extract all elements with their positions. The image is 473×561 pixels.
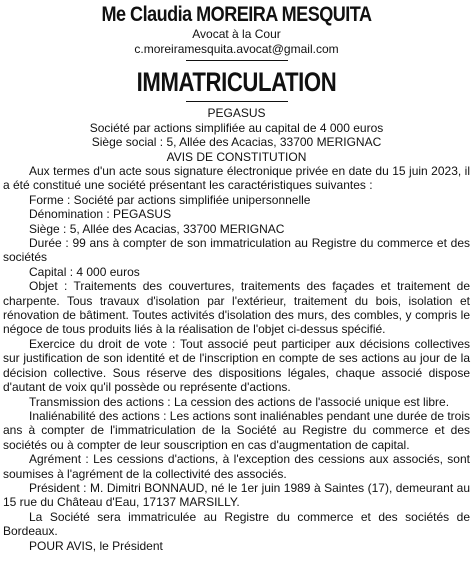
paragraph-purpose: Objet : Traitements des couvertures, traitements des façades et traitement de charpente. Tous travaux d'isolation par l'extérieur, traitement du bois, isolation et rénovation de bâtiment. Toutes activités d'isolation des murs, des combles, y compris le négoce de tous produits liés à la réalisation de l'objet ci-dessus spécifié.	[3, 279, 470, 337]
title-divider	[186, 101, 288, 102]
notice-body	[3, 164, 470, 553]
paragraph-registration: La Société sera immatriculée au Registre du commerce et des sociétés de Bordeaux.	[3, 509, 470, 539]
paragraph-form: Forme : Société par actions simplifiée unipersonnelle	[29, 192, 311, 207]
company-type: Société par actions simplifiée au capital de 4 000 euros	[89, 120, 384, 135]
paragraph-signature: POUR AVIS, le Président	[29, 538, 163, 553]
company-name: PEGASUS	[207, 106, 266, 120]
paragraph-intro: Aux termes d'un acte sous signature électronique privée en date du 15 juin 2023, il a été constitué une société présentant les caractéristiques suivantes :	[3, 164, 470, 193]
company-head-office: Siège social : 5, Allée des Acacias, 33700 MERIGNAC	[91, 135, 382, 149]
paragraph-inalienability: Inaliénabilité des actions : Les actions sont inaliénables pendant une durée de trois ans à compter de l'immatriculation de la Société au Registre du commerce et des sociétés ou à compter de leur souscription en cas d'augmentation de capital.	[3, 408, 470, 452]
lawyer-name: Me Claudia MOREIRA MESQUITA	[101, 3, 372, 26]
header-divider	[186, 60, 288, 61]
paragraph-duration: Durée : 99 ans à compter de son immatriculation au Registre du commerce et des sociétés	[3, 236, 470, 265]
paragraph-share-transfer: Transmission des actions : La cession des actions de l'associé unique est libre.	[29, 394, 450, 409]
paragraph-capital: Capital : 4 000 euros	[29, 264, 140, 279]
paragraph-denomination: Dénomination : PEGASUS	[29, 207, 172, 222]
paragraph-president: Président : M. Dimitri BONNAUD, né le 1er juin 1989 à Saintes (17), demeurant au 15 rue du Château d'Eau, 17137 MARSILLY.	[3, 480, 470, 510]
lawyer-email: c.moreiramesquita.avocat@gmail.com	[134, 42, 339, 56]
paragraph-approval: Agrément : Les cessions d'actions, à l'exception des cessions aux associés, sont soumises à l'agrément de la collectivité des associés.	[3, 452, 470, 481]
lawyer-role: Avocat à la Cour	[192, 27, 281, 41]
paragraph-voting-rights: Exercice du droit de vote : Tout associé peut participer aux décisions collectives sur justification de son identité et de l'inscription en compte de ses actions au jour de la décision collective. Sous réserve des dispositions légales, chaque associé dispose d'autant de voix qu'il possède ou représente d'actions.	[3, 336, 470, 395]
notice-type: AVIS DE CONSTITUTION	[166, 149, 307, 164]
paragraph-seat: Siège : 5, Allée des Acacias, 33700 MERIGNAC	[29, 221, 285, 236]
notice-title: IMMATRICULATION	[136, 67, 337, 97]
